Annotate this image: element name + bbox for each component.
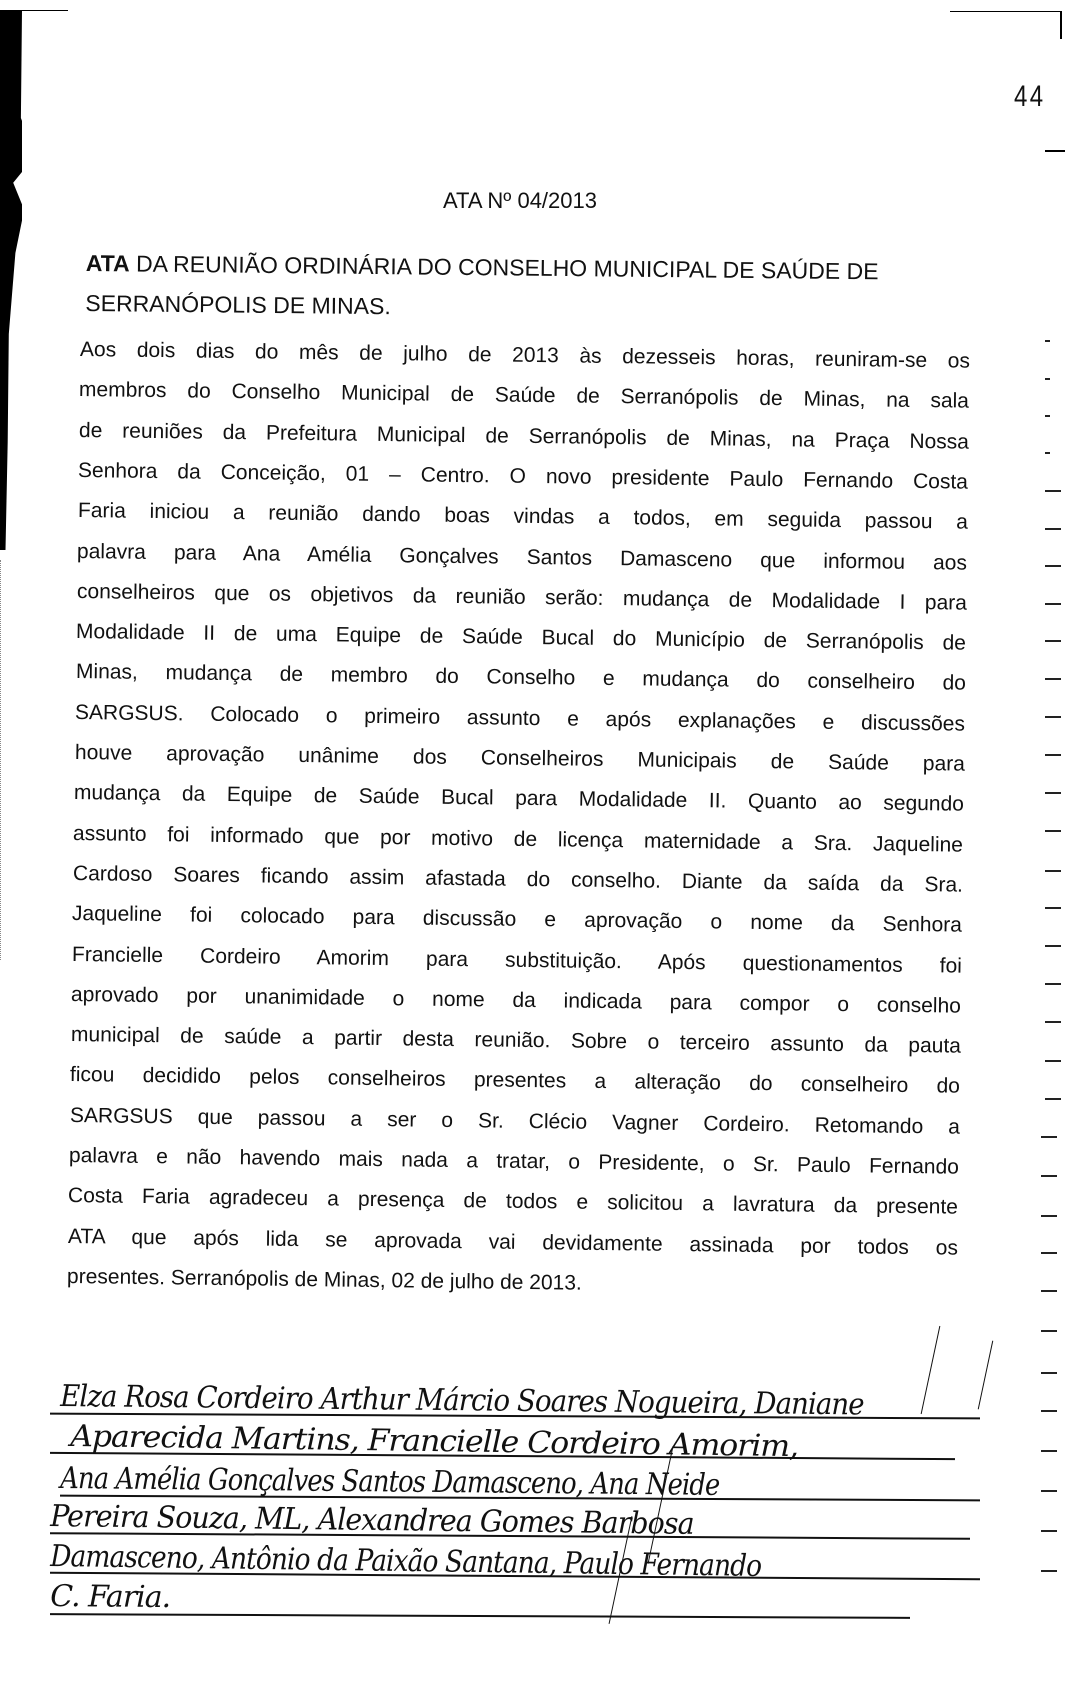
margin-tick [1045, 490, 1061, 492]
margin-tick [1045, 983, 1061, 985]
margin-tick [1041, 1410, 1057, 1412]
margin-tick [1045, 754, 1061, 756]
margin-tick [1045, 378, 1050, 380]
body-line: Modalidade II de uma Equipe de Saúde Bucal do Município de Serranópolis de [76, 620, 967, 655]
handwritten-signature: Elza Rosa Cordeiro Arthur Márcio Soares Nogueira, Daniane [60, 1379, 864, 1423]
margin-tick [1041, 1215, 1057, 1217]
body-line: de reuniões da Prefeitura Municipal de Serranópolis de Minas, na Praça Nossa [78, 418, 969, 454]
margin-tick [1045, 415, 1050, 417]
margin-tick [1041, 1290, 1057, 1292]
body-line: municipal de saúde a partir desta reunião. Sobre o terceiro assunto da pauta [70, 1023, 961, 1058]
left-margin-marks [0, 560, 13, 960]
body-line: Cardoso Soares ficando assim afastada do conselho. Diante da saída da Sra. [72, 861, 963, 897]
margin-tick [1045, 640, 1061, 642]
ata-number: ATA Nº 04/2013 [443, 188, 597, 213]
body-line: presentes. Serranópolis de Minas, 02 de julho de 2013. [67, 1264, 583, 1295]
margin-tick [1041, 1490, 1057, 1492]
margin-tick [1045, 452, 1050, 454]
margin-tick [1045, 945, 1061, 947]
handwritten-signature: C. Faria. [50, 1579, 171, 1616]
signature-rule [50, 1613, 910, 1619]
signature-pen-stroke [978, 1341, 994, 1410]
margin-tick [1041, 1252, 1057, 1254]
margin-tick [1041, 1530, 1057, 1532]
body-line: Costa Faria agradeceu a presença de todos e solicitou a lavratura da presente [68, 1184, 959, 1219]
body-line: Minas, mudança de membro do Conselho e mudança do conselheiro do [75, 660, 966, 696]
margin-tick [1045, 907, 1061, 909]
body-line: Senhora da Conceição, 01 – Centro. O novo presidente Paulo Fernando Costa [78, 458, 969, 494]
page-number: 44 [1014, 80, 1046, 113]
body-line: palavra para Ana Amélia Gonçalves Santos Damasceno que informou aos [77, 539, 968, 575]
margin-tick [1041, 1570, 1057, 1572]
document-title [85, 243, 986, 332]
body-line: ficou decidido pelos conselheiros presentes a alteração do conselheiro do [69, 1063, 961, 1099]
body-line: assunto foi informado que por motivo de licença maternidade a Sra. Jaqueline [73, 821, 964, 857]
margin-tick [1041, 1330, 1057, 1332]
scan-edge-shadow [0, 10, 22, 550]
body-line: aprovado por unanimidade o nome da indicada para compor o conselho [71, 982, 962, 1018]
handwritten-signature: Ana Amélia Gonçalves Santos Damasceno, Ana Neide [60, 1461, 720, 1503]
body-line: membros do Conselho Municipal de Saúde de Serranópolis de Minas, na sala [79, 378, 970, 413]
margin-tick [1045, 1098, 1061, 1100]
body-line: Francielle Cordeiro Amorim para substituição. Após questionamentos foi [71, 942, 962, 978]
body-line: conselheiros que os objetivos da reunião serão: mudança de Modalidade I para [76, 579, 967, 615]
margin-tick [1041, 1175, 1057, 1177]
margin-tick [1045, 678, 1061, 680]
top-right-rule [950, 11, 1062, 12]
body-line: houve aprovação unânime dos Conselheiros Municipais de Saúde para [74, 741, 965, 776]
body-line: SARGSUS. Colocado o primeiro assunto e após explanações e discussões [74, 700, 966, 736]
body-line: SARGSUS que passou a ser o Sr. Clécio Vagner Cordeiro. Retomando a [69, 1103, 960, 1139]
margin-tick [1045, 565, 1061, 567]
title-rest: DA REUNIÃO ORDINÁRIA DO CONSELHO MUNICIPAL DE SAÚDE DE [129, 250, 879, 285]
body-line: Faria iniciou a reunião dando boas vindas a todos, em seguida passou a [77, 499, 968, 534]
margin-tick [1045, 830, 1061, 832]
margin-tick [1045, 528, 1061, 530]
handwritten-signature: Aparecida Martins, Francielle Cordeiro Amorim, [70, 1419, 799, 1465]
signature-pen-stroke [648, 1446, 674, 1564]
body-line: mudança da Equipe de Saúde Bucal para Modalidade II. Quanto ao segundo [73, 781, 965, 816]
margin-tick [1041, 1450, 1057, 1452]
top-right-tick [1060, 11, 1062, 39]
margin-tick [1045, 1021, 1061, 1023]
top-left-rule [18, 10, 68, 11]
margin-tick [1045, 792, 1061, 794]
title-line-2: SERRANÓPOLIS DE MINAS. [85, 289, 391, 320]
margin-tick [1045, 1060, 1061, 1062]
signature-pen-stroke [921, 1326, 941, 1414]
handwritten-signature: Pereira Souza, ML, Alexandrea Gomes Barbosa [50, 1499, 694, 1542]
title-bold: ATA [85, 249, 130, 277]
body-line: Jaqueline foi colocado para discussão e aprovação o nome da Senhora [72, 902, 963, 937]
margin-tick [1045, 603, 1061, 605]
signatures-area [50, 1379, 980, 1635]
margin-tick [1045, 340, 1050, 342]
margin-tick [1041, 1372, 1057, 1374]
handwritten-signature: Damasceno, Antônio da Paixão Santana, Paulo Fernando [50, 1539, 762, 1584]
margin-tick [1045, 716, 1061, 718]
margin-tick [1041, 1136, 1057, 1138]
body-line: ATA que após lida se aprovada vai devidamente assinada por todos os [67, 1224, 958, 1260]
page-number-rule [1045, 150, 1065, 152]
margin-tick [1045, 870, 1061, 872]
body-line: palavra e não havendo mais nada a tratar, o Presidente, o Sr. Paulo Fernando [68, 1144, 960, 1179]
body-line: Aos dois dias do mês de julho de 2013 às dezesseis horas, reuniram-se os [79, 338, 971, 373]
